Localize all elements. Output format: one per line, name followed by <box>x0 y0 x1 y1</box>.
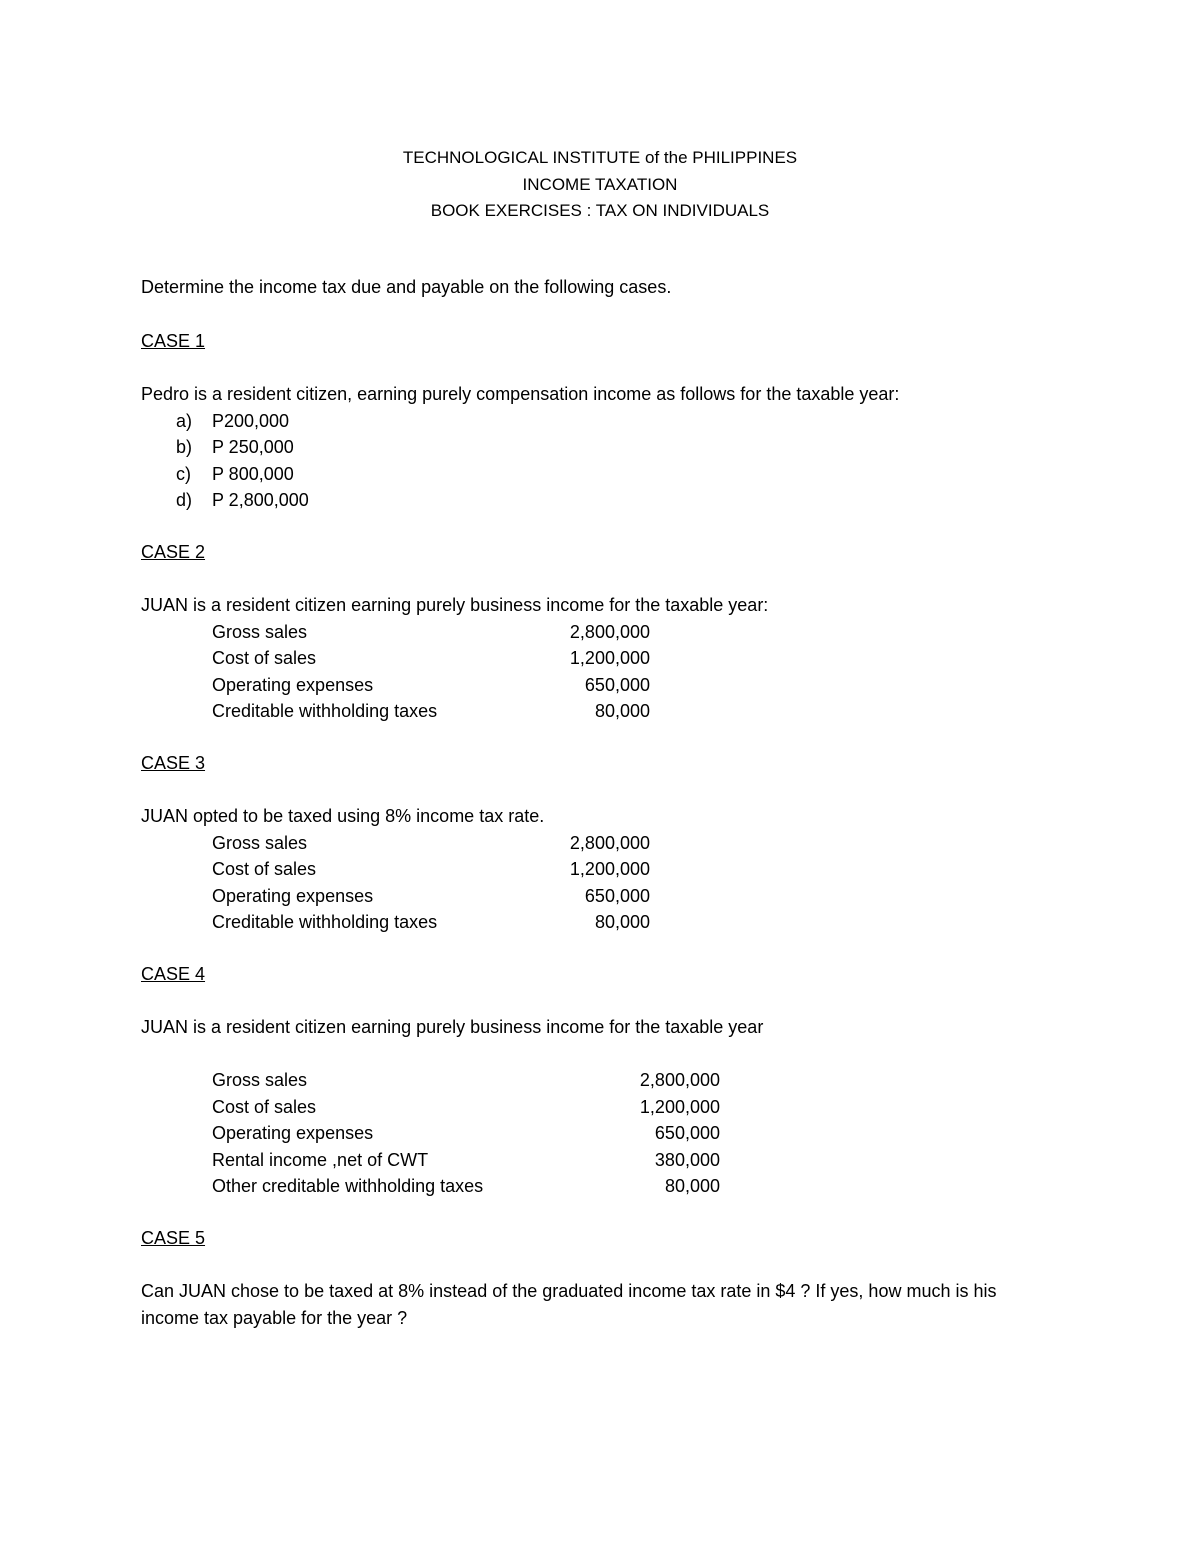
list-value: P 2,800,000 <box>212 490 309 510</box>
table-row <box>141 1094 1101 1121</box>
case-3 <box>141 750 1101 936</box>
case-4 <box>141 961 1101 1200</box>
case-5-text: Can JUAN chose to be taxed at 8% instead of the graduated income tax rate in $4 ? If yes, how much is his income tax payable for the year ? <box>141 1281 997 1328</box>
row-label: Rental income ,net of CWT <box>212 1149 429 1170</box>
list-marker: d) <box>176 490 193 510</box>
list-value: P 250,000 <box>212 437 294 457</box>
case-1 <box>141 328 1101 514</box>
row-label: Operating expenses <box>212 674 374 695</box>
document-header <box>0 145 1200 225</box>
row-label: Gross sales <box>212 621 308 642</box>
row-value: 650,000 <box>584 674 650 695</box>
row-value: 80,000 <box>594 701 650 721</box>
case-3-table <box>141 830 1101 936</box>
row-label: Creditable withholding taxes <box>212 912 438 932</box>
case-1-list <box>141 408 1101 514</box>
table-row <box>141 619 1101 646</box>
row-label: Gross sales <box>212 832 308 853</box>
table-row <box>141 672 1101 699</box>
case-4-table <box>141 1067 1101 1200</box>
row-label: Operating expenses <box>212 885 374 906</box>
table-row <box>141 698 1101 725</box>
case-4-title: CASE 4 <box>141 964 206 984</box>
case-5-title: CASE 5 <box>141 1228 206 1248</box>
case-1-text: Pedro is a resident citizen, earning purely compensation income as follows for the taxable year: <box>141 384 900 404</box>
table-row <box>141 856 1101 883</box>
table-row <box>141 1173 1101 1200</box>
list-item <box>141 434 1101 461</box>
table-row <box>141 1120 1101 1147</box>
row-label: Other creditable withholding taxes <box>212 1176 484 1196</box>
row-value: 1,200,000 <box>569 859 650 879</box>
case-2-text: JUAN is a resident citizen earning purely business income for the taxable year: <box>141 595 769 615</box>
row-value: 650,000 <box>654 1123 720 1143</box>
list-item <box>141 408 1101 435</box>
list-marker: b) <box>176 437 193 457</box>
case-2-table <box>141 619 1101 725</box>
table-row <box>141 1067 1101 1094</box>
row-value: 80,000 <box>594 912 650 932</box>
row-value: 2,800,000 <box>639 1070 720 1090</box>
row-label: Creditable withholding taxes <box>212 701 438 721</box>
row-value: 380,000 <box>654 1149 720 1170</box>
row-value: 2,800,000 <box>569 621 650 642</box>
row-value: 1,200,000 <box>569 648 650 668</box>
row-label: Gross sales <box>212 1070 308 1090</box>
case-3-title: CASE 3 <box>141 753 206 773</box>
list-marker: a) <box>176 410 193 431</box>
list-value: P 800,000 <box>212 463 294 484</box>
course-title: INCOME TAXATION <box>522 174 678 194</box>
table-row <box>141 1147 1101 1174</box>
list-value: P200,000 <box>212 410 290 431</box>
case-5 <box>141 1225 1101 1331</box>
table-row <box>141 909 1101 936</box>
row-value: 1,200,000 <box>639 1096 720 1117</box>
instructions-block <box>141 274 1101 301</box>
row-value: 2,800,000 <box>569 832 650 853</box>
row-label: Cost of sales <box>212 859 317 879</box>
instructions-text: Determine the income tax due and payable on the following cases. <box>141 277 672 297</box>
list-item <box>141 487 1101 514</box>
list-item <box>141 461 1101 488</box>
case-2-title: CASE 2 <box>141 542 206 562</box>
row-label: Operating expenses <box>212 1123 374 1143</box>
case-1-title: CASE 1 <box>141 331 206 351</box>
case-2 <box>141 539 1101 725</box>
table-row <box>141 830 1101 857</box>
case-3-text: JUAN opted to be taxed using 8% income tax rate. <box>141 806 545 826</box>
exercise-title: BOOK EXERCISES : TAX ON INDIVIDUALS <box>430 201 770 220</box>
case-4-text: JUAN is a resident citizen earning purely business income for the taxable year <box>141 1017 764 1037</box>
table-row <box>141 645 1101 672</box>
institution-name: TECHNOLOGICAL INSTITUTE of the PHILIPPINES <box>402 148 798 167</box>
list-marker: c) <box>176 463 191 484</box>
row-value: 650,000 <box>584 885 650 906</box>
row-value: 80,000 <box>664 1176 720 1196</box>
row-label: Cost of sales <box>212 1096 317 1117</box>
table-row <box>141 883 1101 910</box>
row-label: Cost of sales <box>212 648 317 668</box>
